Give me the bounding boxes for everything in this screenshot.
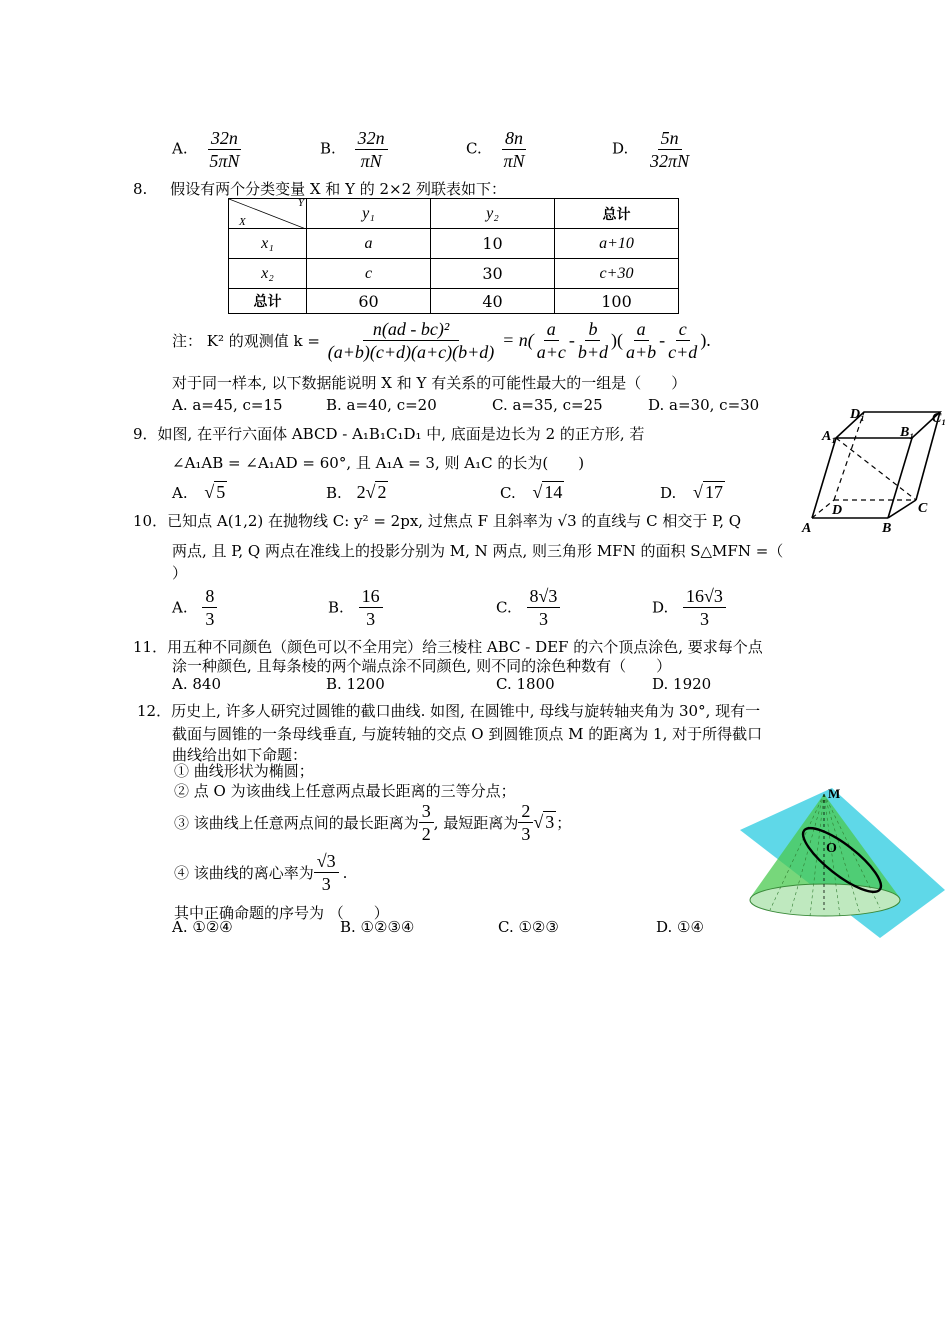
fraction-numerator: 16√3 <box>683 585 726 608</box>
q7-option-c <box>466 127 528 172</box>
q11-line1: 11．用五种不同颜色（颜色可以不全用完）给三棱柱 ABC - DEF 的六个顶点涂色, 要求每个点 <box>133 638 763 656</box>
diagonal-A1C <box>836 438 916 500</box>
label-A: A <box>802 521 812 536</box>
cone-section-figure <box>740 780 945 940</box>
question-number: 8. <box>133 180 148 198</box>
corner-y-label: Y <box>297 197 304 209</box>
minus-sign: - <box>659 330 666 350</box>
edge-BB1 <box>888 438 912 518</box>
option-coefficient: 2 <box>356 482 366 502</box>
q9-line2: ∠A₁AB = ∠A₁AD = 60°, 且 A₁A = 3, 则 A₁C 的长为( ) <box>172 454 585 472</box>
table-row <box>229 259 679 289</box>
label-C: C <box>918 501 928 516</box>
option-label: C. <box>466 139 482 158</box>
q9-option-a <box>172 482 227 503</box>
option-label: A. <box>172 598 188 617</box>
fraction-denominator: c+d <box>668 342 698 362</box>
fraction-numerator: b <box>585 318 600 341</box>
q9-option-b <box>326 482 388 503</box>
q12-line3: 曲线给出如下命题： <box>172 746 308 764</box>
option-label: C. <box>496 598 512 617</box>
parallelepiped-figure <box>800 400 950 540</box>
fraction-denominator: a+b <box>626 342 657 362</box>
q9-option-c <box>500 482 564 503</box>
sqrt-sign: √ <box>693 482 703 502</box>
fraction-numerator: 8n <box>502 127 526 150</box>
fraction-numerator: 32n <box>355 127 388 150</box>
label-D1: D₁ <box>850 407 865 422</box>
label-B: B <box>882 521 892 536</box>
table-cell: c+30 <box>555 259 679 289</box>
note-prefix: 注： <box>172 332 203 350</box>
q12-option-b: B. ①②③④ <box>340 918 415 936</box>
fraction-numerator: 2 <box>518 800 533 823</box>
option-label: B. <box>320 139 336 158</box>
q11-option-b: B. 1200 <box>326 675 385 693</box>
q7-option-a <box>172 127 242 172</box>
paren-join: )( <box>611 330 624 350</box>
table-cell: 100 <box>555 289 679 314</box>
table-cell: 60 <box>307 289 431 314</box>
cone-base <box>750 884 900 916</box>
label-D: D <box>832 503 843 518</box>
table-row <box>229 289 679 314</box>
q12-proposition-3 <box>174 800 571 845</box>
fraction-denominator: 3 <box>205 609 215 629</box>
option-label: D. <box>612 139 629 158</box>
q12-option-d: D. ①④ <box>656 918 704 936</box>
q11-option-a: A. 840 <box>172 675 221 693</box>
table-header: y₂ <box>431 199 555 229</box>
fraction-numerator: a <box>634 318 649 341</box>
p4-prefix: ④ 该曲线的离心率为 <box>174 864 314 882</box>
option-label: A. <box>172 484 188 502</box>
q10-line1: 10．已知点 A(1,2) 在抛物线 C: y² = 2px, 过焦点 F 且斜率为 √3 的直线与 C 相交于 P, Q <box>133 512 742 530</box>
p3-sqrt-value: 3 <box>545 812 555 832</box>
q12-ask: 其中正确命题的序号为 （ ） <box>174 904 389 922</box>
fraction-numerator: 3 <box>419 800 434 823</box>
q8-stem <box>133 178 506 199</box>
q7-option-b <box>320 127 388 172</box>
formula-eq: = n( <box>502 330 534 350</box>
row-label: 总计 <box>229 289 307 314</box>
fraction-numerator: 8√3 <box>527 585 561 608</box>
fraction-numerator: √3 <box>314 850 339 873</box>
fraction-numerator: 32n <box>208 127 241 150</box>
option-label: D. <box>660 484 677 502</box>
q9-option-d <box>660 482 725 503</box>
sqrt-sign: √ <box>204 482 215 502</box>
q8-option-c: C. a=35, c=25 <box>492 396 603 414</box>
option-value: 2 <box>377 482 387 502</box>
q10-line3: ） <box>172 564 188 582</box>
table-header: 总计 <box>555 199 679 229</box>
q12-proposition-4 <box>174 850 347 895</box>
table-cell: 30 <box>431 259 555 289</box>
table-cell: 40 <box>431 289 555 314</box>
q8-option-d: D. a=30, c=30 <box>648 396 760 414</box>
q7-option-d <box>612 127 692 172</box>
table-cell: 10 <box>431 229 555 259</box>
option-label: B. <box>326 484 342 502</box>
question-text: 假设有两个分类变量 X 和 Y 的 2×2 列联表如下： <box>170 180 506 198</box>
fraction-a-ac <box>534 318 569 363</box>
q8-option-b: B. a=40, c=20 <box>326 396 437 414</box>
p3-end: ； <box>556 814 572 832</box>
fraction-numerator: n(ad - bc)² <box>363 318 459 341</box>
q8-question: 对于同一样本, 以下数据能说明 X 和 Y 有关系的可能性最大的一组是（ ） <box>172 374 687 392</box>
fraction-numerator: 16 <box>359 585 383 608</box>
fraction-b-bd <box>575 318 611 363</box>
q12-line1: 12．历史上, 许多人研究过圆锥的截口曲线. 如图, 在圆锥中, 母线与旋转轴夹角为 30°, 现有一 <box>137 702 761 720</box>
fraction-denominator: 5πN <box>209 151 240 171</box>
fraction-numerator: 5n <box>658 127 682 150</box>
q12-option-a: A. ①②④ <box>172 918 233 936</box>
option-label: B. <box>328 598 344 617</box>
fraction-numerator: a <box>544 318 559 341</box>
q10-option-c <box>496 585 560 630</box>
sqrt-sign: √ <box>532 482 543 502</box>
fraction-denominator: a+c <box>536 342 566 362</box>
q11-line2: 涂一种颜色, 且每条棱的两个端点涂不同颜色, 则不同的涂色种数有（ ） <box>172 657 672 675</box>
label-B1: B₁ <box>900 425 915 440</box>
fraction-denominator: 3 <box>321 874 331 894</box>
q12-proposition-1: ① 曲线形状为椭圆； <box>174 762 314 780</box>
q10-option-d <box>652 585 726 630</box>
contingency-table <box>228 198 679 314</box>
row-label: x₂ <box>229 259 307 289</box>
q8-note <box>172 318 711 363</box>
table-cell: a+10 <box>555 229 679 259</box>
q12-option-c: C. ①②③ <box>498 918 559 936</box>
table-corner <box>229 199 307 229</box>
q8-option-a: A. a=45, c=15 <box>172 396 283 414</box>
q11-option-c: C. 1800 <box>496 675 555 693</box>
option-label: D. <box>652 598 669 617</box>
fraction-denominator: πN <box>360 151 382 171</box>
table-cell: c <box>307 259 431 289</box>
corner-x-label: X <box>239 216 246 228</box>
fraction-denominator: 3 <box>699 609 709 629</box>
row-label: x₁ <box>229 229 307 259</box>
fraction-denominator: 32πN <box>650 151 690 171</box>
sqrt-sign: √ <box>365 482 376 502</box>
fraction-denominator: 3 <box>366 609 376 629</box>
fraction-denominator: (a+b)(c+d)(a+c)(b+d) <box>327 342 495 362</box>
label-O: O <box>826 841 837 856</box>
fraction-denominator: 3 <box>538 609 548 629</box>
formula-end: ). <box>700 330 711 350</box>
label-A1: A₁ <box>822 429 837 444</box>
option-value: 14 <box>544 482 563 502</box>
table-cell: a <box>307 229 431 259</box>
option-value: 5 <box>216 482 226 502</box>
fraction-denominator: πN <box>503 151 525 171</box>
p3-prefix: ③ 该曲线上任意两点间的最长距离为 <box>174 814 419 832</box>
q10-option-b <box>328 585 383 630</box>
p3-middle: , 最短距离为 <box>433 814 519 832</box>
chi-square-fraction <box>325 318 498 363</box>
fraction-c-cd <box>665 318 700 363</box>
label-M: M <box>828 786 841 801</box>
fraction-numerator: 8 <box>202 585 217 608</box>
label-C1: C₁ <box>932 411 947 426</box>
q10-line2: 两点, 且 P, Q 两点在准线上的投影分别为 M, N 两点, 则三角形 MFN 的面积 S△MFN =（ <box>172 542 784 560</box>
fraction-denominator: 2 <box>421 824 431 844</box>
p4-end: . <box>342 863 348 882</box>
option-label: C. <box>500 484 516 502</box>
fraction-denominator: b+d <box>577 342 609 362</box>
option-label: A. <box>172 139 188 158</box>
option-value: 17 <box>704 482 723 502</box>
fraction-denominator: 3 <box>521 824 531 844</box>
q10-option-a <box>172 585 217 630</box>
note-text: K² 的观测值 k = <box>206 332 320 350</box>
fraction-a-ab <box>623 318 659 363</box>
fraction-numerator: c <box>676 318 690 341</box>
q9-line1: 9．如图, 在平行六面体 ABCD - A₁B₁C₁D₁ 中, 底面是边长为 2 的正方形, 若 <box>133 425 645 443</box>
q12-line2: 截面与圆锥的一条母线垂直, 与旋转轴的交点 O 到圆锥顶点 M 的距离为 1, 对于所得截口 <box>172 725 763 743</box>
table-row <box>229 229 679 259</box>
sqrt-sign: √ <box>533 812 544 832</box>
table-header: y₁ <box>307 199 431 229</box>
q12-proposition-2: ② 点 O 为该曲线上任意两点最长距离的三等分点； <box>174 782 516 800</box>
q11-option-d: D. 1920 <box>652 675 712 693</box>
minus-sign: - <box>568 330 575 350</box>
